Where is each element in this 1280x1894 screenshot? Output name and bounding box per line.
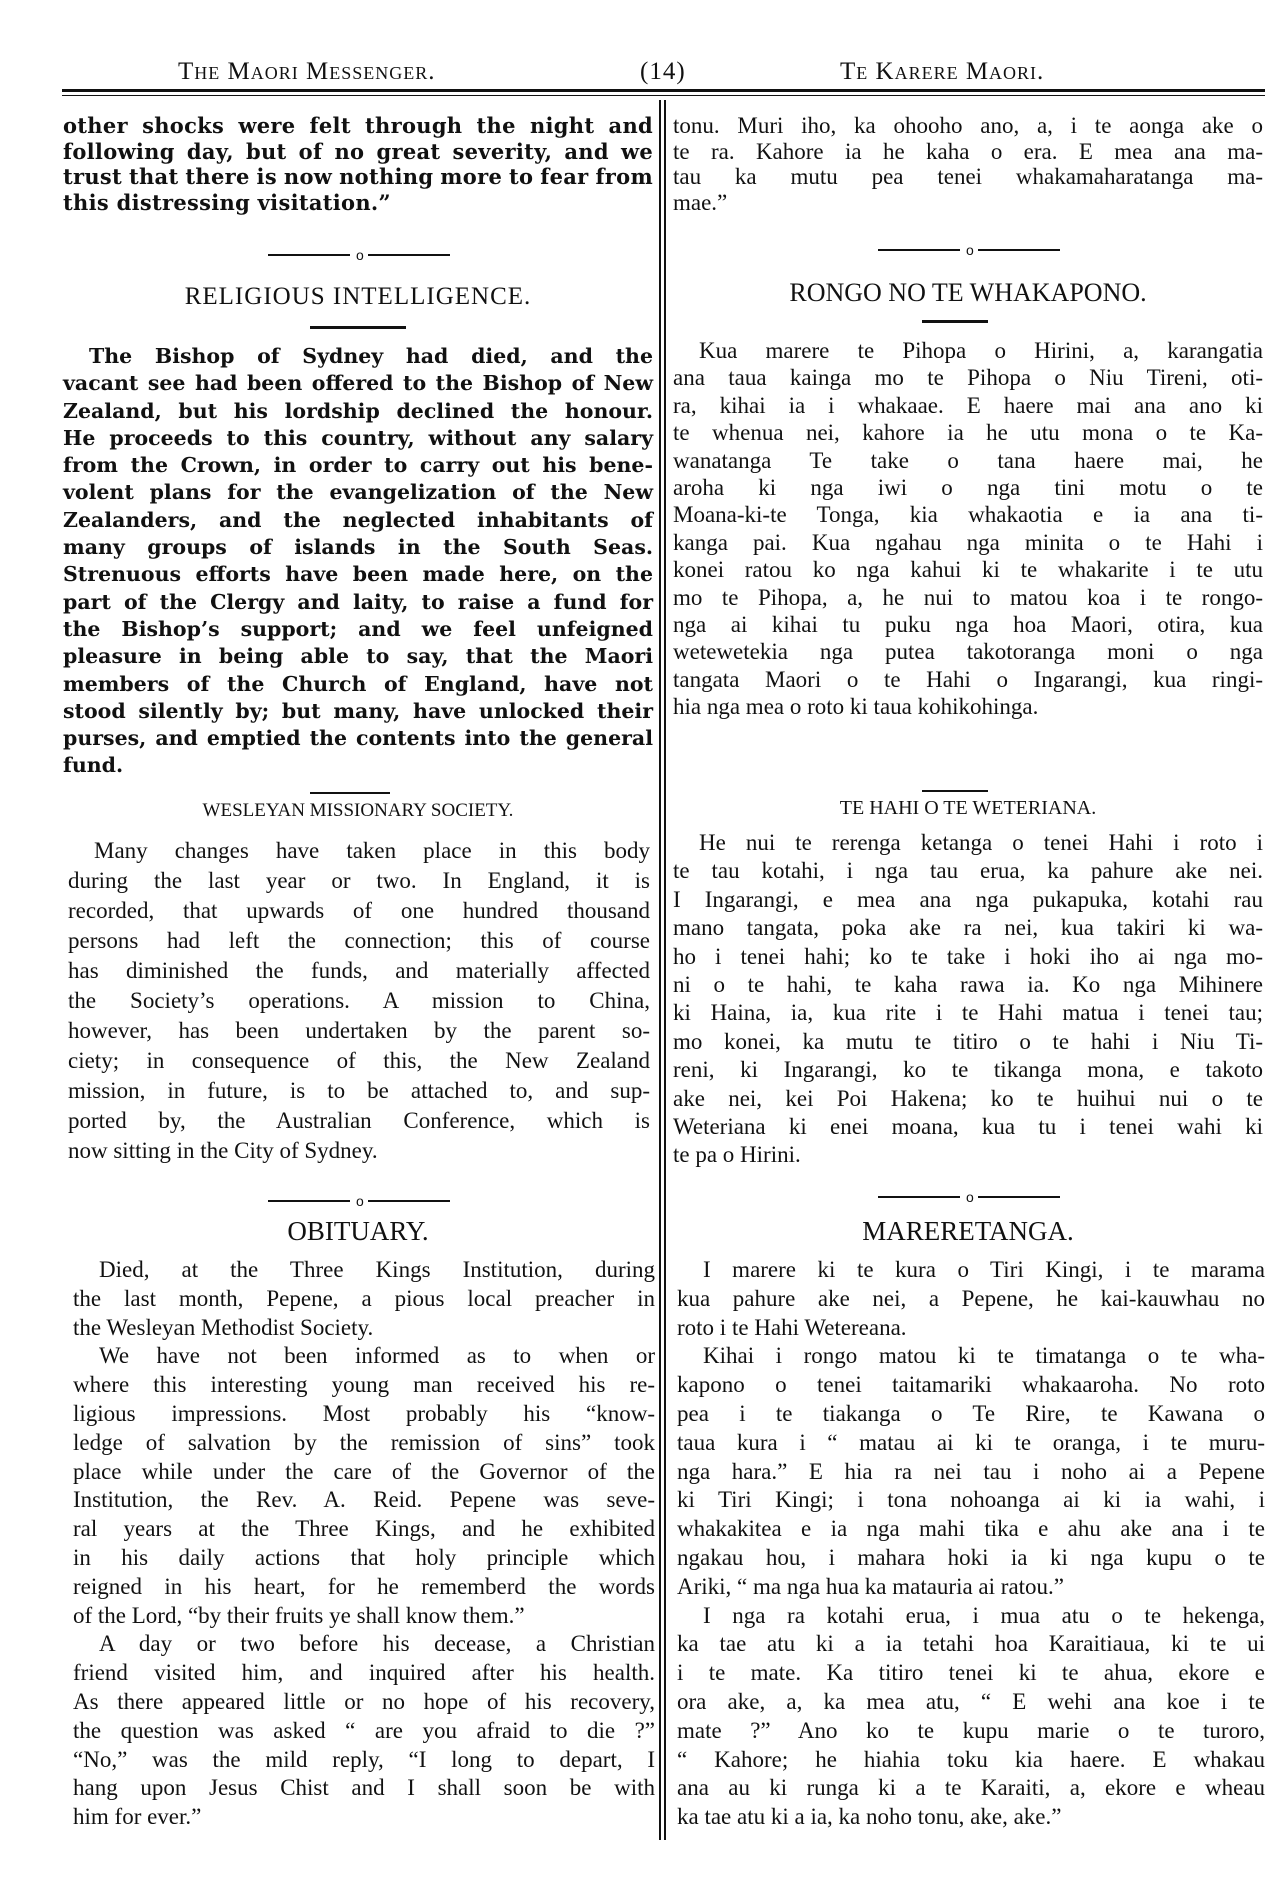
- text-line: recorded, that upwards of one hundred thousand: [68, 898, 650, 923]
- heading-mareretanga: MARERETANGA.: [862, 1216, 1074, 1246]
- wesleyan-article: [68, 836, 650, 1166]
- text-line: roto i te Hahi Wetereana.: [677, 1314, 907, 1340]
- text-line: Kua marere te Pihopa o Hirini, a, karangatia: [699, 338, 1263, 363]
- text-line: nga hara.” E hia ra nei tau i noho ai a Pepene: [677, 1458, 1265, 1484]
- masthead-english-title: The Maori Messenger.: [178, 58, 436, 85]
- text-line: however, has been undertaken by the parent so-: [68, 1018, 650, 1043]
- text-line: members of the Church of England, have not: [63, 671, 653, 696]
- text-line: te whenua nei, kahore ia he utu mona o te Ka-: [673, 420, 1263, 446]
- text-line: ledge of salvation by the remission of sins” took: [73, 1429, 655, 1455]
- text-line: of the Lord, “by their fruits ye shall know them.”: [73, 1602, 525, 1628]
- separator-bar: [978, 1196, 1060, 1198]
- text-line: I nga ra kotahi erua, i mua atu o te hekenga,: [703, 1602, 1265, 1628]
- text-line: Zealanders, and the neglected inhabitants of: [63, 507, 653, 532]
- text-line: i te mate. Ka titiro tenei ki te ahua, ekore e: [677, 1660, 1265, 1686]
- text-line: persons had left the connection; this of course: [68, 928, 650, 953]
- text-line: We have not been informed as to when or: [99, 1343, 655, 1369]
- text-line: taua kura i “ matau ai ki te oranga, i te muru-: [677, 1429, 1265, 1455]
- text-line: te tau kotahi, i nga tau erua, ka pahure ake nei.: [673, 858, 1263, 884]
- text-line: ni o te hahi, te kaha rawa ia. Ko nga Mihinere: [673, 972, 1263, 998]
- separator-bar: [368, 1200, 450, 1202]
- text-line: part of the Clergy and laity, to raise a fund for: [63, 589, 653, 614]
- text-line: stood silently by; but many, have unlocked their: [63, 698, 653, 723]
- section-rule: [922, 790, 988, 792]
- section-separator: [878, 240, 1068, 260]
- text-line: He nui te rerenga ketanga o tenei Hahi i roto i: [699, 830, 1263, 855]
- header-rule-bottom: [62, 95, 1265, 96]
- text-line: kapono o tenei taitamariki whakaaroha. No roto: [677, 1372, 1265, 1398]
- text-line: this distressing visitation.”: [63, 189, 391, 215]
- text-line: him for ever.”: [73, 1804, 202, 1830]
- left-continuation-text: [63, 113, 653, 215]
- text-line: wetewetekia nga putea takotoranga moni o nga: [673, 639, 1263, 665]
- text-line: Zealand, but his lordship declined the honour.: [63, 398, 653, 423]
- text-line: te pa o Hirini.: [673, 1142, 801, 1168]
- text-line: hia nga mea o roto ki taua kohikohinga.: [673, 694, 1039, 720]
- text-line: ake nei, kei Poi Hakena; ko te huihui nui o te: [673, 1085, 1263, 1111]
- text-line: konei ratou ko nga kahui ki te whakarite i te utu: [673, 557, 1263, 583]
- text-line: mo konei, ka mutu te titiro o te hahi i Niu Ti-: [673, 1028, 1263, 1054]
- text-line: ciety; in consequence of this, the New Zealand: [68, 1048, 650, 1073]
- separator-bar: [878, 249, 960, 251]
- text-line: As there appeared little or no hope of his recovery,: [73, 1688, 655, 1714]
- heading-obituary: OBITUARY.: [287, 1216, 429, 1246]
- text-line: ora ake, a, ka mea atu, “ E wehi ana koe i te: [677, 1688, 1265, 1714]
- text-line: ka tae atu ki a ia tetahi hoa Karaitiaua, ki te ui: [677, 1631, 1265, 1657]
- text-line: ki Haina, ia, kua rite i te Hahi matua i tenei tau;: [673, 1000, 1263, 1026]
- text-line: aroha ki nga iwi o nga tini motu o te: [673, 475, 1263, 501]
- text-line: tonu. Muri iho, ka ohooho ano, a, i te aonga ake o: [673, 113, 1263, 138]
- text-line: the last month, Pepene, a pious local preacher in: [73, 1285, 655, 1311]
- page-number: (14): [640, 58, 686, 85]
- separator-ornament: o: [356, 247, 364, 263]
- text-line: kanga pai. Kua ngahau nga minita o te Hahi i: [673, 529, 1263, 555]
- heading-rongo-no-te-whakapono: RONGO NO TE WHAKAPONO.: [789, 278, 1147, 307]
- text-line: ana taua kainga mo te Pihopa o Niu Tireni, oti-: [673, 365, 1263, 391]
- text-line: mano tangata, poka ake ra nei, kua takiri ki wa-: [673, 915, 1263, 941]
- text-line: from the Crown, in order to carry out his bene-: [63, 453, 653, 478]
- text-line: the Wesleyan Methodist Society.: [73, 1314, 374, 1340]
- text-line: mae.”: [673, 189, 728, 215]
- text-line: ana au ki runga ki a te Karaiti, a, ekore e wheau: [677, 1775, 1265, 1801]
- text-line: the Bishop’s support; and we feel unfeigned: [63, 616, 653, 641]
- text-line: reni, ki Ingarangi, ko te tikanga mona, e takoto: [673, 1057, 1263, 1083]
- text-line: pleasure in being able to say, that the Maori: [63, 644, 653, 669]
- right-continuation-text: [673, 113, 1263, 215]
- text-line: ligious impressions. Most probably his “know-: [73, 1400, 655, 1426]
- text-line: fund.: [63, 753, 124, 778]
- text-line: Kihai i rongo matou ki te timatanga o te wha-: [703, 1343, 1265, 1369]
- text-line: the question was asked “ are you afraid to die ?”: [73, 1717, 655, 1743]
- text-line: has diminished the funds, and materially affected: [68, 958, 650, 983]
- text-line: Ariki, “ ma nga hua ka matauria ai ratou.”: [677, 1573, 1065, 1599]
- text-line: nga ai kihai tu puku nga hoa Maori, otira, kua: [673, 612, 1263, 638]
- text-line: pea i te tiakanga o Te Rire, te Kawana o: [677, 1400, 1265, 1426]
- text-line: ral years at the Three Kings, and he exhibited: [73, 1516, 655, 1542]
- text-line: other shocks were felt through the night and: [63, 113, 653, 138]
- text-line: I Ingarangi, e mea ana nga pukapuka, kotahi rau: [673, 886, 1263, 912]
- text-line: “No,” was the mild reply, “I long to depart, I: [73, 1746, 655, 1772]
- heading-religious-intelligence: RELIGIOUS INTELLIGENCE.: [184, 283, 532, 310]
- section-separator: [268, 245, 458, 265]
- text-line: The Bishop of Sydney had died, and the: [89, 344, 653, 368]
- heading-te-hahi-o-te-weteriana: TE HAHI O TE WETERIANA.: [839, 797, 1097, 819]
- separator-bar: [878, 1196, 960, 1198]
- text-line: Weteriana ki enei moana, kua tu i tenei wahi ki: [673, 1114, 1263, 1140]
- text-line: ported by, the Australian Conference, which is: [68, 1108, 650, 1133]
- text-line: mo te Pihopa, a, he nui to matou koa i te rongo-: [673, 584, 1263, 610]
- text-line: hang upon Jesus Chist and I shall soon be with: [73, 1775, 655, 1801]
- text-line: Many changes have taken place in this body: [94, 838, 650, 863]
- text-line: ngakau hou, i mahara hoki ia ki nga kupu o te: [677, 1544, 1265, 1570]
- text-line: trust that there is now nothing more to fear from: [63, 164, 653, 189]
- text-line: Died, at the Three Kings Institution, during: [99, 1257, 655, 1282]
- text-line: Strenuous efforts have been made here, on the: [63, 562, 653, 587]
- text-line: mission, in future, is to be attached to, and sup-: [68, 1078, 650, 1103]
- text-line: now sitting in the City of Sydney.: [68, 1138, 378, 1163]
- te-hahi-o-te-weteriana-article: [673, 829, 1263, 1170]
- text-line: kua pahure ake nei, a Pepene, he kai-kauwhau no: [677, 1285, 1265, 1311]
- text-line: during the last year or two. In England, it is: [68, 868, 650, 893]
- text-line: ki Tiri Kingi; i tona nohoanga ai ki ia wahi, i: [677, 1487, 1265, 1513]
- text-line: ra, kihai ia i whakaae. E haere mai ana ano ki: [673, 392, 1263, 418]
- header-rule-top: [62, 89, 1265, 92]
- religious-intelligence-article: [63, 343, 653, 780]
- text-line: where this interesting young man received his re-: [73, 1372, 655, 1398]
- section-separator: [878, 1187, 1068, 1207]
- text-line: Institution, the Rev. A. Reid. Pepene was seve-: [73, 1487, 655, 1513]
- text-line: Moana-ki-te Tonga, kia whakaotia e ia ana ti-: [673, 502, 1263, 528]
- text-line: ho i tenei hahi; ko te take i hoki iho ai nga mo-: [673, 943, 1263, 969]
- text-line: tangata Maori o te Hahi o Ingarangi, kua ringi-: [673, 666, 1263, 692]
- separator-bar: [978, 249, 1060, 251]
- text-line: ka tae atu ki a ia, ka noho tonu, ake, ake.”: [677, 1804, 1062, 1830]
- text-line: te ra. Kahore ia he kaha o era. E mea ana ma-: [673, 138, 1263, 164]
- text-line: whakakitea e ia nga mahi tika e ahu ake ana i te: [677, 1516, 1265, 1542]
- section-separator: [268, 1191, 458, 1211]
- text-line: friend visited him, and inquired after his health.: [73, 1660, 655, 1686]
- separator-bar: [368, 254, 450, 256]
- heading-underline: [310, 326, 406, 329]
- column-divider-right: [664, 100, 666, 1840]
- column-divider-left: [659, 100, 661, 1840]
- text-line: mate ?” Ano ko te kupu marie o te turoro,: [677, 1717, 1265, 1743]
- separator-ornament: o: [966, 242, 974, 258]
- text-line: following day, but of no great severity, and we: [63, 138, 653, 164]
- text-line: many groups of islands in the South Seas.: [63, 535, 653, 560]
- text-line: I marere ki te kura o Tiri Kingi, i te marama: [703, 1257, 1265, 1282]
- text-line: place while under the care of the Governor of the: [73, 1458, 655, 1484]
- separator-bar: [268, 1200, 350, 1202]
- text-line: purses, and emptied the contents into the general: [63, 726, 653, 751]
- obituary-article: [73, 1256, 655, 1832]
- text-line: vacant see had been offered to the Bishop of New: [63, 371, 653, 396]
- text-line: “ Kahore; he hiahia toku kia haere. E whakau: [677, 1746, 1265, 1772]
- heading-wesleyan-missionary-society: WESLEYAN MISSIONARY SOCIETY.: [202, 800, 514, 821]
- heading-underline: [922, 320, 988, 323]
- text-line: the Society’s operations. A mission to China,: [68, 988, 650, 1013]
- text-line: in his daily actions that holy principle which: [73, 1544, 655, 1570]
- masthead-maori-title: Te Karere Maori.: [840, 58, 1045, 85]
- text-line: tau ka mutu pea tenei whakamaharatanga ma-: [673, 164, 1263, 189]
- text-line: volent plans for the evangelization of the New: [63, 480, 653, 505]
- text-line: He proceeds to this country, without any salary: [63, 425, 653, 450]
- separator-bar: [268, 254, 350, 256]
- text-line: reigned in his heart, for he rememberd the words: [73, 1573, 655, 1599]
- text-line: wanatanga Te take o tana haere mai, he: [673, 447, 1263, 473]
- separator-ornament: o: [966, 1189, 974, 1205]
- separator-ornament: o: [356, 1193, 364, 1209]
- mareretanga-article: [677, 1256, 1265, 1832]
- rongo-no-te-whakapono-article: [673, 337, 1263, 721]
- text-line: A day or two before his decease, a Christian: [99, 1631, 655, 1657]
- section-rule: [310, 792, 390, 794]
